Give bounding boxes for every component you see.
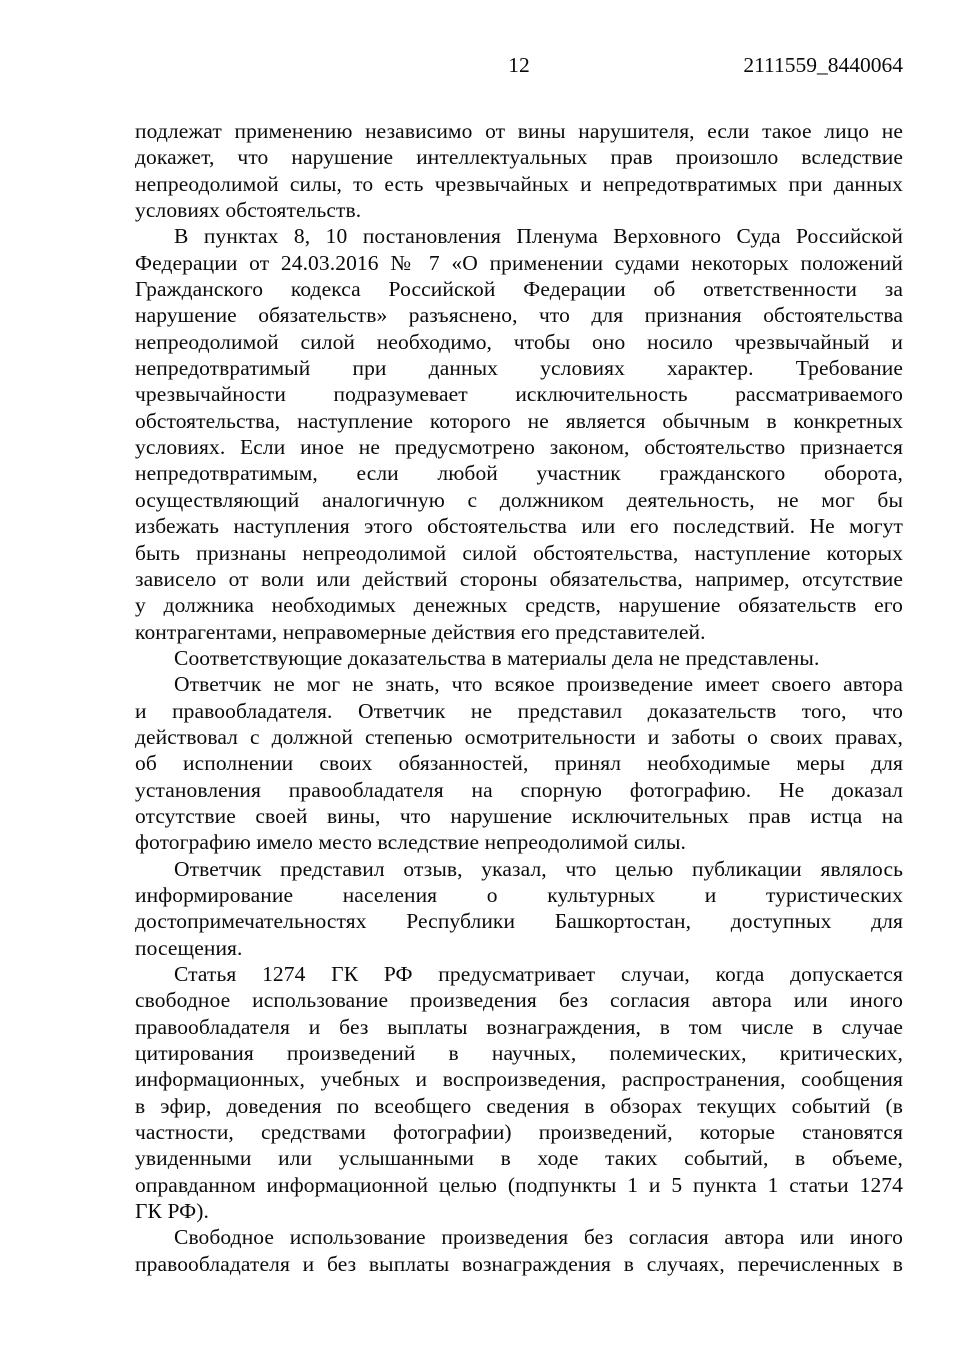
text-line: избежать наступления этого обстоятельства или его последствий. Не могут [135,514,903,539]
text-line: Ответчик представил отзыв, указал, что целью публикации являлось [174,856,903,881]
text-line: правообладателя и без выплаты вознаграждения, в том числе в случае [135,1014,903,1039]
text-line: оправданном информационной целью (подпункты 1 и 5 пункта 1 статьи 1274 [135,1172,903,1197]
paragraph [135,671,903,855]
text-line: непредотвратимым, если любой участник гражданского оборота, [135,461,903,486]
text-line: цитирования произведений в научных, полемических, критических, [135,1041,903,1066]
page-number: 12 [508,53,530,77]
text-line: свободное использование произведения без согласия автора или иного [135,988,903,1013]
text-line: условиях. Если иное не предусмотрено законом, обстоятельство признается [135,435,903,460]
text-line: осуществляющий аналогичную с должником деятельность, не мог бы [135,487,903,512]
text-line: фотографию имело место вследствие непреодолимой силы. [135,830,686,855]
text-line: правообладателя и без выплаты вознаграждения в случаях, перечисленных в [135,1251,903,1276]
text-line: Соответствующие доказательства в материалы дела не представлены. [174,645,820,670]
paragraph [135,856,903,961]
text-line: В пунктах 8, 10 постановления Пленума Верховного Суда Российской [174,224,903,249]
text-line: зависело от воли или действий стороны обязательства, например, отсутствие [135,566,903,591]
text-line: Ответчик не мог не знать, что всякое произведение имеет своего автора [174,672,903,697]
text-line: подлежат применению независимо от вины нарушителя, если такое лицо не [135,119,903,143]
paragraph [135,118,903,223]
document-body [135,118,903,1277]
text-line: действовал с должной степенью осмотрительности и заботы о своих правах, [135,724,903,749]
text-line: Статья 1274 ГК РФ предусматривает случаи, когда допускается [174,962,903,986]
text-line: контрагентами, неправомерные действия его представителей. [135,619,706,644]
text-line: посещения. [135,935,243,960]
text-line: установления правообладателя на спорную фотографию. Не доказал [135,777,903,802]
text-line: Свободное использование произведения без согласия автора или иного [174,1225,903,1250]
text-line: в эфир, доведения по всеобщего сведения в обзорах текущих событий (в [135,1093,903,1118]
text-line: информирование населения о культурных и туристических [135,882,903,907]
text-line: докажет, что нарушение интеллектуальных прав произошло вследствие [135,145,903,170]
text-line: условиях обстоятельств. [135,198,362,223]
text-line: отсутствие своей вины, что нарушение исключительных прав истца на [135,803,903,828]
text-line: непреодолимой силы, то есть чрезвычайных и непредотвратимых при данных [135,171,903,196]
text-line: нарушение обязательств» разъяснено, что для признания обстоятельства [135,303,903,328]
text-line: Федерации от 24.03.2016 № 7 «О применении судами некоторых положений [135,250,903,275]
text-line: ГК РФ). [135,1199,209,1224]
paragraph [135,1224,903,1277]
text-line: частности, средствами фотографии) произведений, которые становятся [135,1120,903,1145]
text-line: увиденными или услышанными в ходе таких событий, в объеме, [135,1146,903,1171]
paragraph [135,645,903,671]
document-id: 2111559_8440064 [743,53,903,77]
text-line: чрезвычайности подразумевает исключительность рассматриваемого [135,382,903,407]
text-line: быть признаны непреодолимой силой обстоятельства, наступление которых [135,540,903,565]
text-line: Гражданского кодекса Российской Федерации об ответственности за [135,277,903,302]
text-line: и правообладателя. Ответчик не представил доказательств того, что [135,698,903,723]
paragraph [135,961,903,1224]
text-line: информационных, учебных и воспроизведения, распространения, сообщения [135,1067,903,1092]
text-line: непреодолимой силой необходимо, чтобы оно носило чрезвычайный и [135,329,903,354]
text-line: об исполнении своих обязанностей, принял необходимые меры для [135,751,903,776]
text-line: у должника необходимых денежных средств, нарушение обязательств его [135,593,903,618]
text-line: достопримечательностях Республики Башкортостан, доступных для [135,909,903,934]
paragraph [135,223,903,645]
text-line: непредотвратимый при данных условиях характер. Требование [135,356,903,381]
text-line: обстоятельства, наступление которого не является обычным в конкретных [135,408,903,433]
page-header [135,52,903,79]
